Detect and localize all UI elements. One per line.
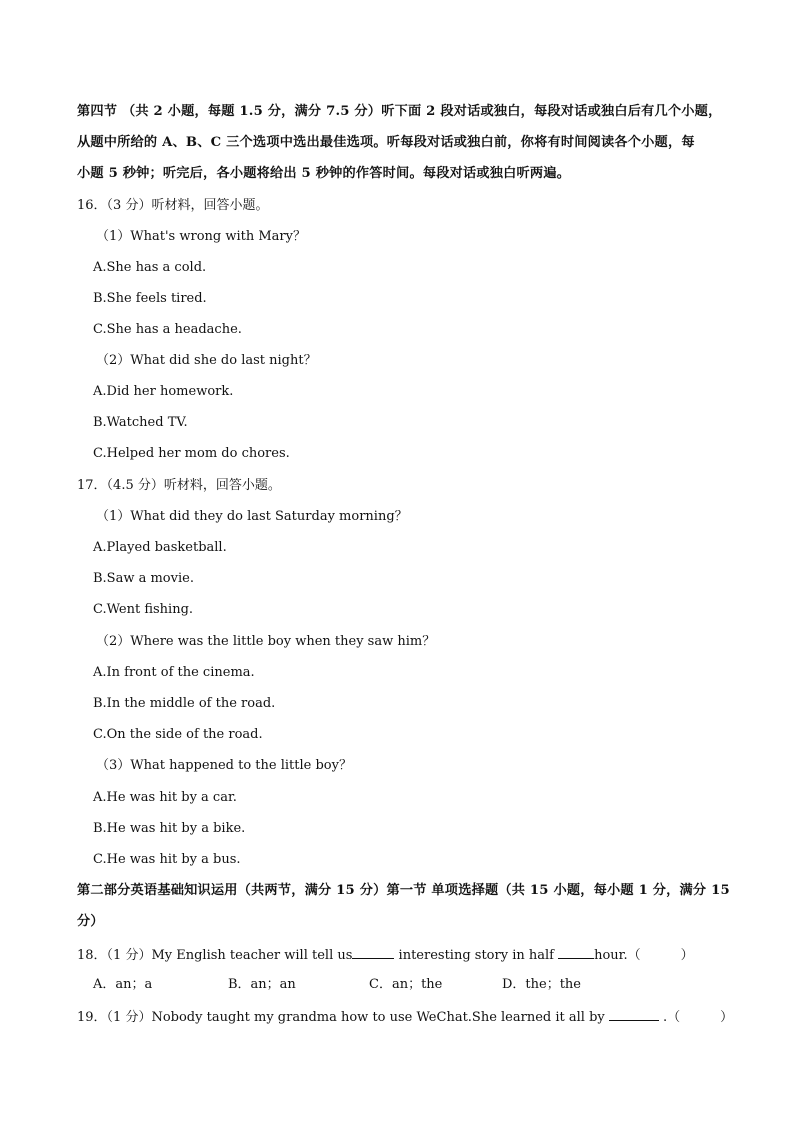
q17-sub3-option-b[interactable]: B.He was hit by a bike. bbox=[93, 821, 246, 836]
part2-heading-line2: 分） bbox=[77, 914, 104, 929]
q16-sub2-prompt: （2）What did she do last night？ bbox=[96, 353, 317, 368]
q18-options-row bbox=[93, 976, 693, 994]
q16-sub2-option-c[interactable]: C.Helped her mom do chores. bbox=[93, 446, 290, 461]
q19-stem bbox=[77, 1007, 733, 1027]
q18-stem-part4: ） bbox=[680, 948, 694, 963]
q16-sub1-option-b[interactable]: B.She feels tired. bbox=[93, 291, 207, 306]
part2-heading-line1: 第二部分英语基础知识运用（共两节，满分 15 分）第一节 单项选择题（共 15 小题，每小题 1 分，满分 15 bbox=[77, 883, 730, 898]
q17-stem: 17．（4.5 分）听材料，回答小题。 bbox=[77, 478, 281, 493]
q19-stem-part1: 19．（1 分）Nobody taught my grandma how to use WeChat.She learned it all by bbox=[77, 1010, 609, 1025]
q17-sub3-option-a[interactable]: A.He was hit by a car. bbox=[93, 790, 237, 805]
q17-sub3-option-c[interactable]: C.He was hit by a bus. bbox=[93, 852, 241, 867]
q17-sub1-prompt: （1）What did they do last Saturday morning？ bbox=[96, 509, 408, 524]
q17-sub1-option-c[interactable]: C.Went fishing. bbox=[93, 602, 194, 617]
q18-blank-1[interactable] bbox=[352, 945, 394, 959]
q16-stem: 16．（3 分）听材料，回答小题。 bbox=[77, 198, 269, 213]
q18-stem-part3: hour.（ bbox=[594, 948, 641, 963]
q18-option-d[interactable]: D．the；the bbox=[502, 977, 582, 992]
q17-sub1-option-b[interactable]: B.Saw a movie. bbox=[93, 571, 194, 586]
q17-sub2-prompt: （2）Where was the little boy when they saw him？ bbox=[96, 634, 436, 649]
q16-sub1-option-c[interactable]: C.She has a headache. bbox=[93, 322, 242, 337]
q16-sub1-option-a[interactable]: A.She has a cold. bbox=[93, 260, 207, 275]
q17-sub2-option-c[interactable]: C.On the side of the road. bbox=[93, 727, 263, 742]
q18-stem-part2: interesting story in half bbox=[394, 948, 559, 963]
q17-sub3-prompt: （3）What happened to the little boy？ bbox=[96, 758, 352, 773]
section4-instructions-line1: 第四节 （共 2 小题，每题 1.5 分，满分 7.5 分）听下面 2 段对话或独白，每段对话或独白后有几个小题， bbox=[77, 104, 722, 119]
q18-stem-part1: 18．（1 分）My English teacher will tell us bbox=[77, 948, 353, 963]
q16-sub1-prompt: （1）What's wrong with Mary？ bbox=[96, 229, 306, 244]
q17-sub2-option-b[interactable]: B.In the middle of the road. bbox=[93, 696, 276, 711]
q16-sub2-option-b[interactable]: B.Watched TV. bbox=[93, 415, 188, 430]
q18-stem bbox=[77, 945, 694, 965]
q16-sub2-option-a[interactable]: A.Did her homework. bbox=[93, 384, 234, 399]
q19-blank[interactable] bbox=[609, 1007, 659, 1021]
q19-stem-part2: .（ bbox=[658, 1010, 681, 1025]
section4-instructions-line3: 小题 5 秒钟；听完后，各小题将给出 5 秒钟的作答时间。每段对话或独白听两遍。 bbox=[77, 166, 571, 181]
section4-instructions-line2: 从题中所给的 A、B、C 三个选项中选出最佳选项。听每段对话或独白前，你将有时间阅读各个小题，每 bbox=[77, 135, 695, 150]
q18-option-a[interactable]: A．an；a bbox=[93, 977, 153, 992]
q18-option-c[interactable]: C．an；the bbox=[369, 977, 443, 992]
q19-stem-part3: ） bbox=[720, 1010, 734, 1025]
q18-option-b[interactable]: B．an；an bbox=[228, 977, 296, 992]
q17-sub2-option-a[interactable]: A.In front of the cinema. bbox=[93, 665, 255, 680]
q18-blank-2[interactable] bbox=[558, 945, 594, 959]
q17-sub1-option-a[interactable]: A.Played basketball. bbox=[93, 540, 227, 555]
